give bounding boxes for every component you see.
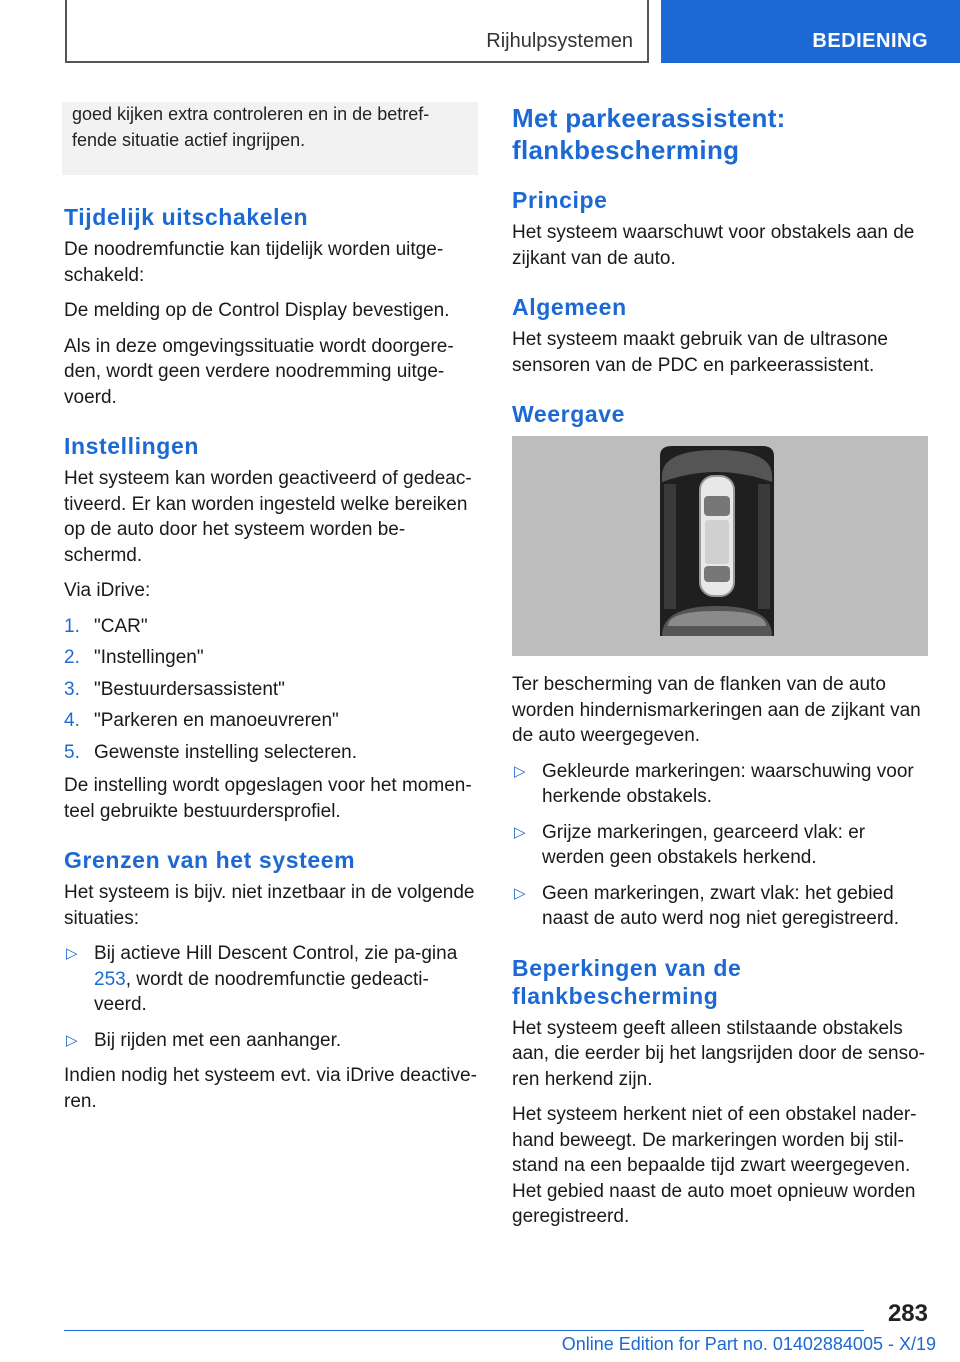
flank-protection-display-image [512,436,928,656]
step-item [64,645,480,671]
step-number: 3. [64,678,80,700]
paragraph: Als in deze omgevingssituatie wordt doorgere-den, wordt geen verdere noodremming uitge-voerd. [64,335,454,408]
step-number: 2. [64,647,80,668]
note-box [62,102,478,175]
paragraph: Het systeem maakt gebruik van de ultrasone sensoren van de PDC en parkeerassistent. [512,329,888,376]
paragraph: Via iDrive: [64,580,151,601]
footer-divider [64,1330,864,1331]
bullet-text: Grijze markeringen, gearceerd vlak: er werden geen obstakels herkend. [542,821,866,868]
step-item [64,740,480,766]
bullet-list [512,759,928,932]
section-title-principe: Principe [512,187,608,213]
triangle-bullet-icon: ▷ [514,823,526,841]
bullet-text: Geen markeringen, zwart vlak: het gebied naast de auto werd nog niet geregistreerd. [542,882,900,929]
step-item [64,614,480,640]
header-section-title: Rijhulpsystemen [486,30,633,52]
step-number: 5. [64,741,80,763]
step-text: "Bestuurdersassistent" [94,678,285,700]
step-text: "Parkeren en manoeuvreren" [94,710,339,731]
bullet-item [64,1028,480,1054]
bullet-item [64,941,480,1018]
section-title-tijdelijk: Tijdelijk uitschakelen [64,204,309,230]
triangle-bullet-icon: ▷ [66,1031,78,1049]
footer-edition: Online Edition for Part no. 01402884005 - X/19 [561,1334,936,1354]
header-section-box [65,0,649,63]
paragraph: Ter bescherming van de flanken van de auto worden hindernismarkeringen aan de zijkant van de auto weergegeven. [512,674,921,746]
step-number: 1. [64,615,80,637]
step-item [64,677,480,703]
paragraph: Het systeem kan worden geactiveerd of gedeac-tiveerd. Er kan worden ingesteld welke bereiken op de auto door het systeem worden be-schermd. [64,468,472,566]
page-link[interactable]: 253 [94,968,126,990]
page-number: 283 [887,1300,928,1327]
bullet-item [512,881,928,932]
triangle-bullet-icon: ▷ [66,945,78,962]
bullet-list [64,941,480,1053]
step-list [64,614,480,766]
paragraph: Het systeem is bijv. niet inzetbaar in de volgende situaties: [64,882,475,929]
header-chapter-label: BEDIENING [812,30,928,52]
left-column [64,102,480,1124]
step-text: Gewenste instelling selecteren. [94,741,357,763]
note-text: goed kijken extra controleren en in de betref-fende situatie actief ingrijpen. [72,104,430,150]
chapter-heading: Met parkeerassistent: flankbescherming [512,103,786,165]
bullet-item [512,820,928,871]
bullet-text: Gekleurde markeringen: waarschuwing voor herkende obstakels. [542,760,914,807]
paragraph: Het systeem waarschuwt voor obstakels aan de zijkant van de auto. [512,222,915,269]
paragraph: Het systeem geeft alleen stilstaande obstakels aan, die eerder bij het langsrijden door de senso-ren herkend zijn. [512,1017,925,1090]
right-column [512,102,928,1240]
section-title-algemeen: Algemeen [512,294,627,320]
car-top-view-icon [512,436,928,656]
paragraph: De instelling wordt opgeslagen voor het momen-teel gebruikte bestuurdersprofiel. [64,775,472,822]
step-item [64,708,480,734]
paragraph: De noodremfunctie kan tijdelijk worden uitge-schakeld: [64,239,444,286]
section-title-beperkingen: Beperkingen van de flankbescherming [512,954,742,1009]
bullet-text-pre: Bij actieve Hill Descent Control, zie pa-gina [94,943,458,964]
paragraph: De melding op de Control Display bevestigen. [64,300,450,321]
triangle-bullet-icon: ▷ [514,762,526,780]
triangle-bullet-icon: ▷ [514,884,526,902]
section-title-grenzen: Grenzen van het systeem [64,847,356,873]
header-chapter-tab [661,0,960,63]
step-text: "CAR" [94,615,148,637]
paragraph: Het systeem herkent niet of een obstakel nader-hand beweegt. De markeringen worden bij stil-stand na een bepaalde tijd zwart weergegeven. Het gebied naast de auto moet opnieuw worden geregistreerd. [512,1104,917,1227]
bullet-text-post: , wordt de noodremfunctie gedeacti-veerd. [94,968,429,1015]
step-number: 4. [64,710,80,731]
section-title-instellingen: Instellingen [64,433,199,459]
paragraph: Indien nodig het systeem evt. via iDrive deactive-ren. [64,1065,477,1112]
section-title-weergave: Weergave [512,401,626,427]
bullet-item [512,759,928,810]
bullet-text: Bij rijden met een aanhanger. [94,1029,342,1051]
step-text: "Instellingen" [94,647,204,668]
